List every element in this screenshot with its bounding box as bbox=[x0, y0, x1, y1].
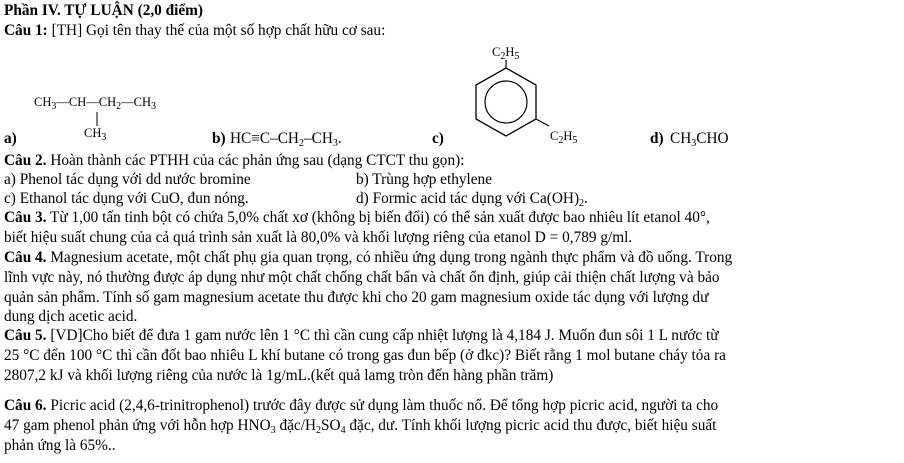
question-6-line-1: Câu 6. Picric acid (2,4,6-trinitrophenol) trước đây được sử dụng làm thuốc nổ. Để tổng hợp picric acid, người ta cho bbox=[4, 397, 719, 414]
question-4-line-3: quản sản phẩm. Tính số gam magnesium acetate thu được khi cho 20 gam magnesium oxide tác dụng với lượng dư bbox=[4, 289, 709, 306]
question-1 bbox=[4, 22, 385, 40]
substituent-ethyl-top: $C_2H_5$ bbox=[492, 45, 520, 62]
question-3-label: Câu 3. bbox=[4, 209, 47, 226]
question-4-label: Câu 4. bbox=[4, 249, 47, 266]
question-6-label: Câu 6. bbox=[4, 397, 47, 414]
question-5-line-1: Câu 5. [VD]Cho biết để đưa 1 gam nước lên 1 °C thì cần cung cấp nhiệt lượng là 4,184 J. Muốn đun sôi 1 L nước từ bbox=[4, 327, 719, 344]
question-1-label: Câu 1: bbox=[4, 22, 48, 39]
question-2-b: b) Trùng hợp ethylene bbox=[356, 171, 492, 188]
question-5-label: Câu 5. bbox=[4, 327, 47, 344]
substituent-ethyl-right: $C_2H_5$ bbox=[550, 129, 578, 146]
structure-a-main-chain: $CH_3—CH—CH_2—CH_3$ bbox=[34, 95, 156, 112]
question-2 bbox=[4, 152, 464, 170]
question-4-line-1: Câu 4. Magnesium acetate, một chất phụ gia quan trọng, có nhiều ứng dụng trong ngành thực phẩm và đồ uống. Trong bbox=[4, 249, 733, 266]
option-d-formula: $CH_3CHO$ bbox=[670, 130, 729, 149]
part-title: Phần IV. TỰ LUẬN (2,0 điểm) bbox=[4, 2, 204, 19]
question-3-line-2: biết hiệu suất chung của cả quá trình sản xuất là 80,0% và khối lượng riêng của etanol D = 0,789 g/ml. bbox=[4, 229, 633, 246]
question-4-line-2: lĩnh vực này, nó thường được áp dụng như một chất chống chất bẩn và chất ổn định, giúp cải thiện chất lượng và bảo bbox=[4, 269, 720, 286]
benzene-ring bbox=[455, 60, 565, 142]
option-d-label: d) bbox=[650, 130, 664, 147]
question-2-label: Câu 2. bbox=[4, 152, 47, 169]
question-4-line-4: dung dịch acetic acid. bbox=[4, 308, 138, 325]
option-c-label: c) bbox=[432, 130, 444, 147]
question-2-c: c) Ethanol tác dụng với CuO, đun nóng. bbox=[4, 190, 249, 207]
question-2-a: a) Phenol tác dụng với dd nước bromine bbox=[4, 171, 251, 188]
question-3-line-1: Câu 3. Từ 1,00 tấn tinh bột có chứa 5,0% chất xơ (không bị biến đổi) có thể sản xuất được bao nhiêu lít etanol 40°, bbox=[4, 209, 710, 226]
question-5-line-3: 2807,2 kJ và khối lượng riêng của nước là 1g/mL.(kết quả lamg tròn đến hàng phần trăm) bbox=[4, 367, 554, 384]
question-6-line-2: 47 gam phenol phản ứng với hỗn hợp $HNO_3$ đặc/$H_2SO_4$ đặc, dư. Tính khối lượng picric acid thu được, biết hiệu suất bbox=[4, 417, 717, 436]
question-2-text: Hoàn thành các PTHH của các phản ứng sau (dạng CTCT thu gọn): bbox=[46, 152, 465, 169]
question-2-d: d) Formic acid tác dụng với $Ca(OH)_2$. bbox=[356, 190, 588, 209]
question-5-line-2: 25 °C đến 100 °C thì cần đốt bao nhiêu L khí butane có trong gas đun bếp (ở đkc)? Biết rằng 1 mol butane cháy tỏa ra bbox=[4, 347, 726, 364]
option-b-formula: $HC\equiv C-CH_2-CH_3$. bbox=[230, 130, 342, 149]
structure-a-branch: $CH_3$ bbox=[84, 126, 107, 143]
question-1-text: [TH] Gọi tên thay thế của một số hợp chất hữu cơ sau: bbox=[47, 22, 386, 39]
question-6-line-3: phản ứng là 65%.. bbox=[4, 437, 116, 454]
option-b-label: b) bbox=[212, 130, 226, 147]
option-a-label: a) bbox=[4, 130, 17, 147]
